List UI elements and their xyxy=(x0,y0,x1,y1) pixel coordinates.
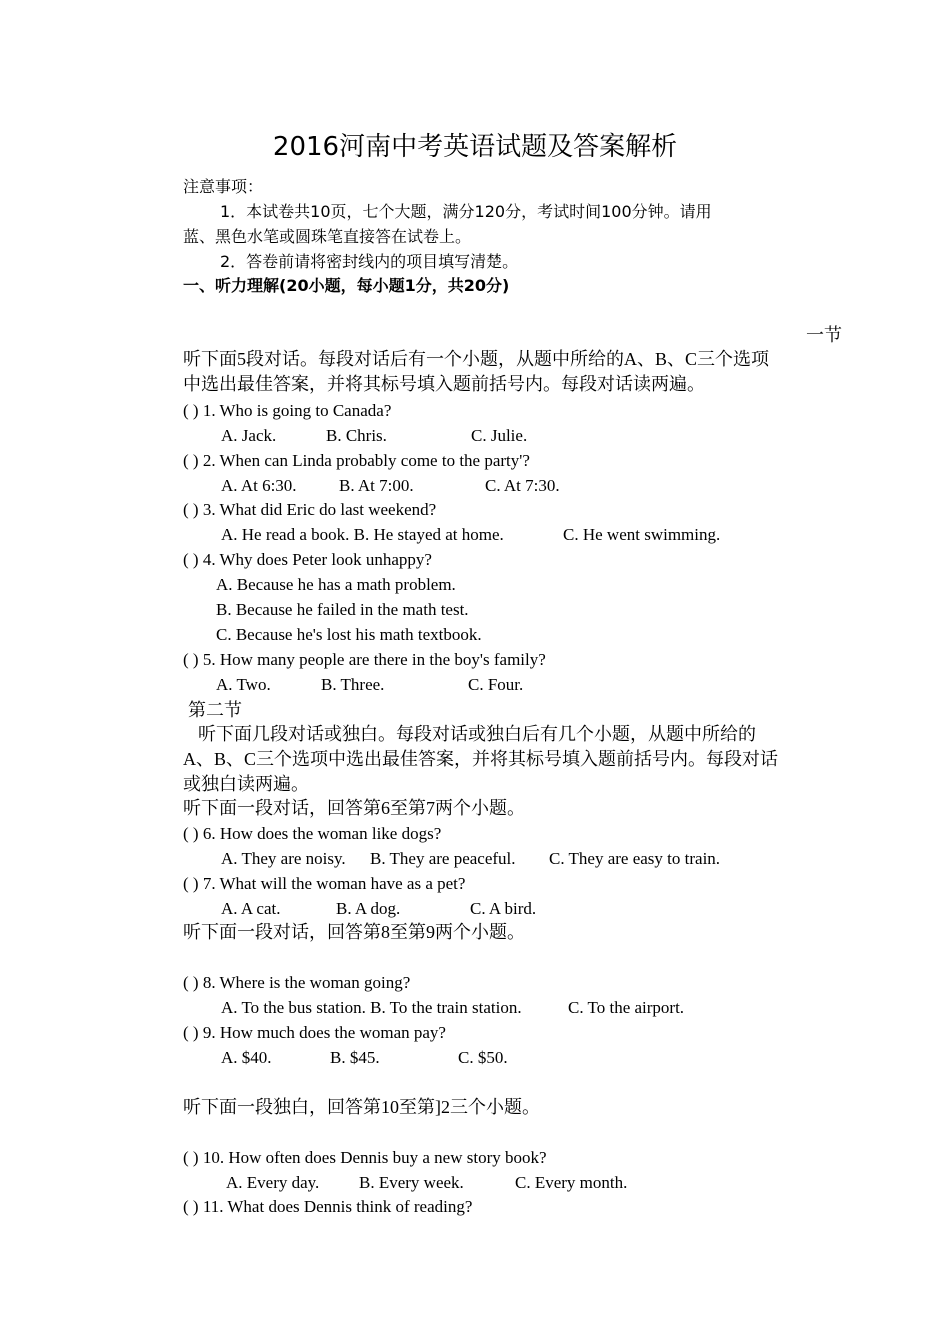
part-2-instructions-cont: A、B、C三个选项中选出最佳答案，并将其标号填入题前括号内。每段对话 xyxy=(183,749,779,769)
dialog-6-7-instruction: 听下面一段对话，回答第6至第7两个小题。 xyxy=(183,798,525,818)
question-3: ( ) 3. What did Eric do last weekend? xyxy=(183,500,437,519)
q2-option-a: A. At 6:30. xyxy=(221,476,297,495)
notice-item-1-cont: 蓝、黑色水笔或圆珠笔直接答在试卷上。 xyxy=(183,227,472,246)
q6-option-a: A. They are noisy. xyxy=(221,849,346,868)
question-4: ( ) 4. Why does Peter look unhappy? xyxy=(183,550,432,569)
question-2: ( ) 2. When can Linda probably come to the party'? xyxy=(183,451,530,470)
q10-option-a: A. Every day. xyxy=(226,1173,320,1192)
q1-option-a: A. Jack. xyxy=(221,426,277,445)
monologue-10-12-instruction: 听下面一段独白，回答第10至第]2三个小题。 xyxy=(183,1097,540,1117)
question-7: ( ) 7. What will the woman have as a pet? xyxy=(183,874,466,893)
question-6: ( ) 6. How does the woman like dogs? xyxy=(183,824,442,843)
q5-option-c: C. Four. xyxy=(468,675,524,694)
part-1-instructions-cont: 中选出最佳答案，并将其标号填入题前括号内。每段对话读两遍。 xyxy=(183,374,705,394)
q7-option-a: A. A cat. xyxy=(221,899,281,918)
q10-option-c: C. Every month. xyxy=(515,1173,628,1192)
q1-option-b: B. Chris. xyxy=(326,426,387,445)
q6-option-b: B. They are peaceful. xyxy=(370,849,516,868)
part-1-label: 一节 xyxy=(806,325,842,345)
notice-item-1: 1．本试卷共10页，七个大题，满分120分，考试时间100分钟。请用 xyxy=(220,202,712,221)
q2-option-b: B. At 7:00. xyxy=(339,476,414,495)
notice-heading: 注意事项： xyxy=(183,177,264,196)
q9-option-c: C. $50. xyxy=(458,1048,508,1067)
notice-item-2: 2．答卷前请将密封线内的项目填写清楚。 xyxy=(220,252,519,271)
q4-option-b: B. Because he failed in the math test. xyxy=(216,600,469,619)
q3-option-c: C. He went swimming. xyxy=(563,525,721,544)
part-1-instructions: 听下面5段对话。每段对话后有一个小题，从题中所给的A、B、C三个选项 xyxy=(183,349,770,369)
question-1: ( ) 1. Who is going to Canada? xyxy=(183,401,392,420)
question-11: ( ) 11. What does Dennis think of reading? xyxy=(183,1197,473,1216)
q2-option-c: C. At 7:30. xyxy=(485,476,560,495)
q7-option-b: B. A dog. xyxy=(336,899,401,918)
question-9: ( ) 9. How much does the woman pay? xyxy=(183,1023,446,1042)
q7-option-c: C. A bird. xyxy=(470,899,537,918)
q1-option-c: C. Julie. xyxy=(471,426,528,445)
question-10: ( ) 10. How often does Dennis buy a new story book? xyxy=(183,1148,547,1167)
q5-option-b: B. Three. xyxy=(321,675,385,694)
page-title: 2016河南中考英语试题及答案解析 xyxy=(272,132,678,162)
part-2-instructions: 听下面几段对话或独白。每段对话或独白后有几个小题，从题中所给的 xyxy=(198,724,756,744)
part-2-label: 第二节 xyxy=(188,700,242,720)
q4-option-c: C. Because he's lost his math textbook. xyxy=(216,625,482,644)
q9-option-b: B. $45. xyxy=(330,1048,380,1067)
question-5: ( ) 5. How many people are there in the boy's family? xyxy=(183,650,546,669)
q8-options-a-b: A. To the bus station. B. To the train station. xyxy=(221,998,522,1017)
q10-option-b: B. Every week. xyxy=(359,1173,464,1192)
q6-option-c: C. They are easy to train. xyxy=(549,849,721,868)
q9-option-a: A. $40. xyxy=(221,1048,272,1067)
q3-options-a-b: A. He read a book. B. He stayed at home. xyxy=(221,525,504,544)
q5-option-a: A. Two. xyxy=(216,675,271,694)
q8-option-c: C. To the airport. xyxy=(568,998,685,1017)
dialog-8-9-instruction: 听下面一段对话，回答第8至第9两个小题。 xyxy=(183,922,525,942)
section-1-heading: 一、听力理解(20小题，每小题1分，共20分) xyxy=(183,276,510,295)
question-8: ( ) 8. Where is the woman going? xyxy=(183,973,411,992)
q4-option-a: A. Because he has a math problem. xyxy=(216,575,456,594)
part-2-instructions-end: 或独白读两遍。 xyxy=(183,774,309,794)
